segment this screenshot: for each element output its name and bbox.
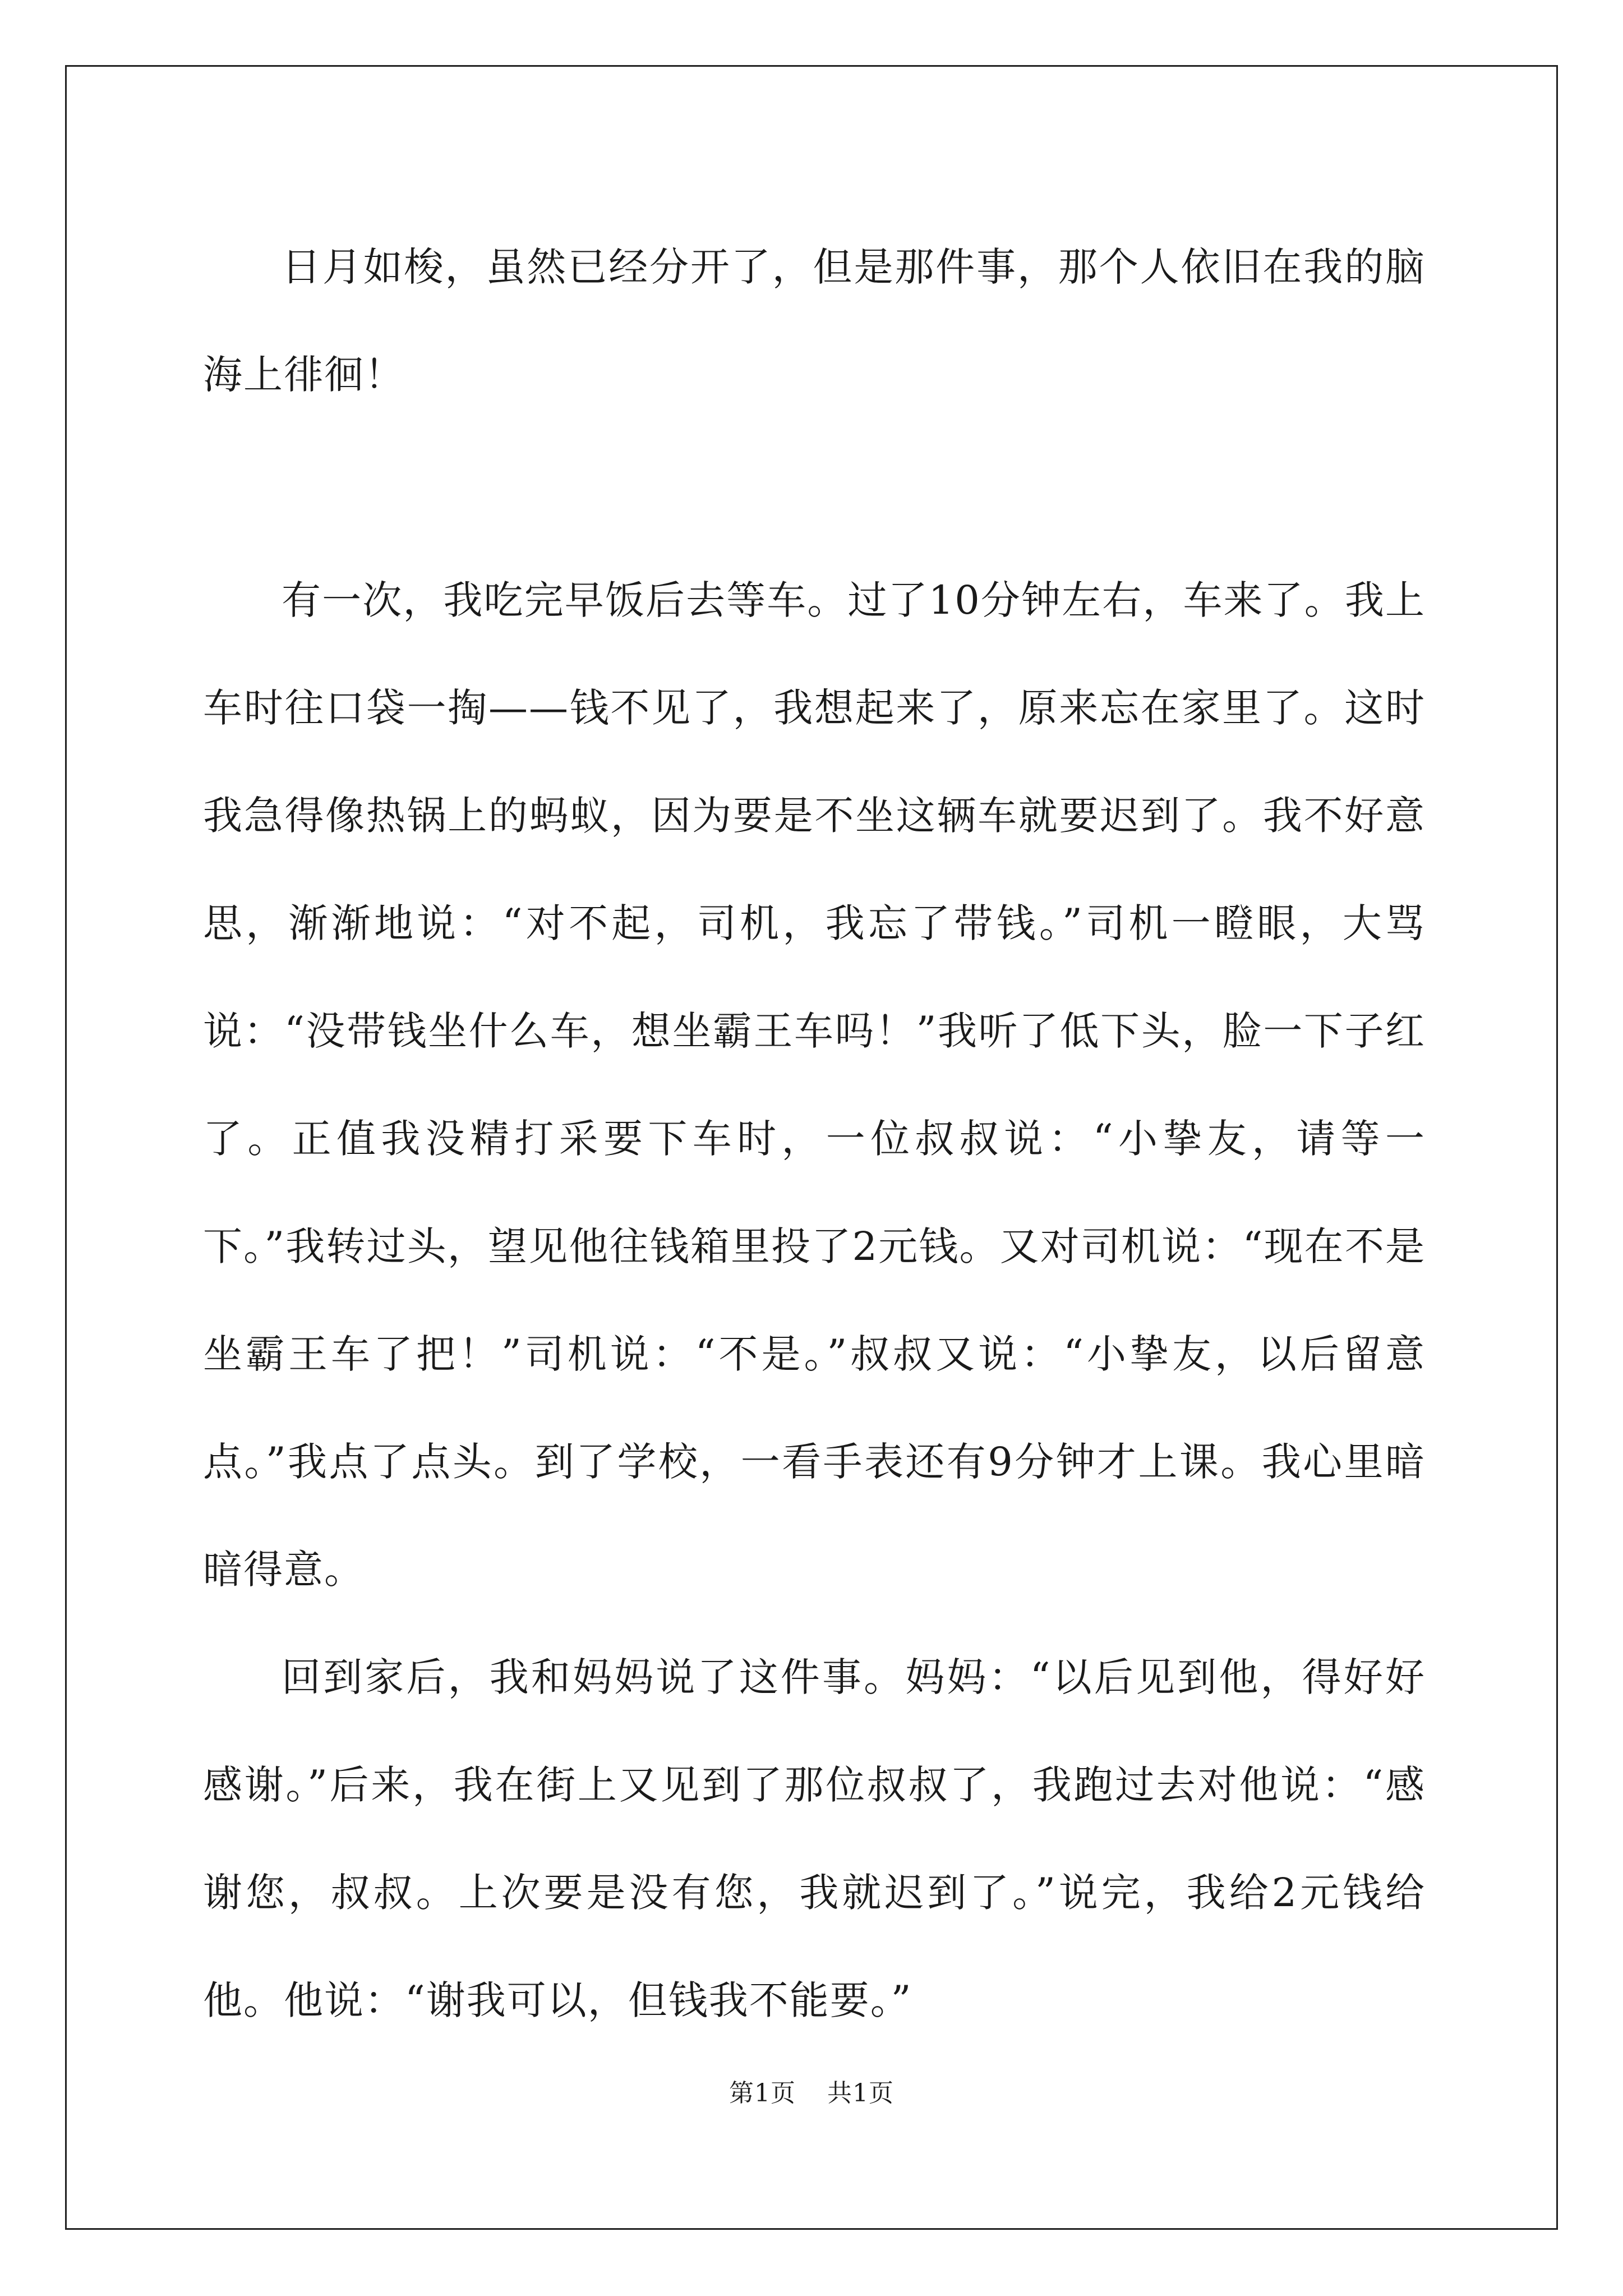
page-number: 第1页 (729, 2079, 796, 2108)
paragraph-1: 日月如梭，虽然已经分开了，但是那件事，那个人依旧在我的脑海上徘徊！ (203, 244, 1426, 398)
page-total: 共1页 (827, 2079, 894, 2108)
paragraph-3: 回到家后，我和妈妈说了这件事。妈妈：“以后见到他，得好好感谢。”后来，我在街上又见到了那位叔叔了，我跑过去对他说：“感谢您，叔叔。上次要是没有您，我就迟到了。”说完，我给2元钱给他。他说：“谢我可以，但钱我不能要。” (203, 1654, 1426, 2023)
document-body (203, 213, 1426, 2054)
paragraph-2: 有一次，我吃完早饭后去等车。过了10分钟左右，车来了。我上车时往口袋一掏——钱不见了，我想起来了，原来忘在家里了。这时我急得像热锅上的蚂蚁，因为要是不坐这辆车就要迟到了。我不好意思，渐渐地说：“对不起，司机，我忘了带钱。”司机一瞪眼，大骂说：“没带钱坐什么车，想坐霸王车吗！”我听了低下头，脸一下子红了。正值我没精打采要下车时，一位叔叔说：“小挚友，请等一下。”我转过头，望见他往钱箱里投了2元钱。又对司机说：“现在不是坐霸王车了把！”司机说：“不是。”叔叔又说：“小挚友，以后留意点。”我点了点头。到了学校，一看手表还有9分钟才上课。我心里暗暗得意。 (203, 577, 1426, 1593)
page-footer (0, 2077, 1623, 2110)
